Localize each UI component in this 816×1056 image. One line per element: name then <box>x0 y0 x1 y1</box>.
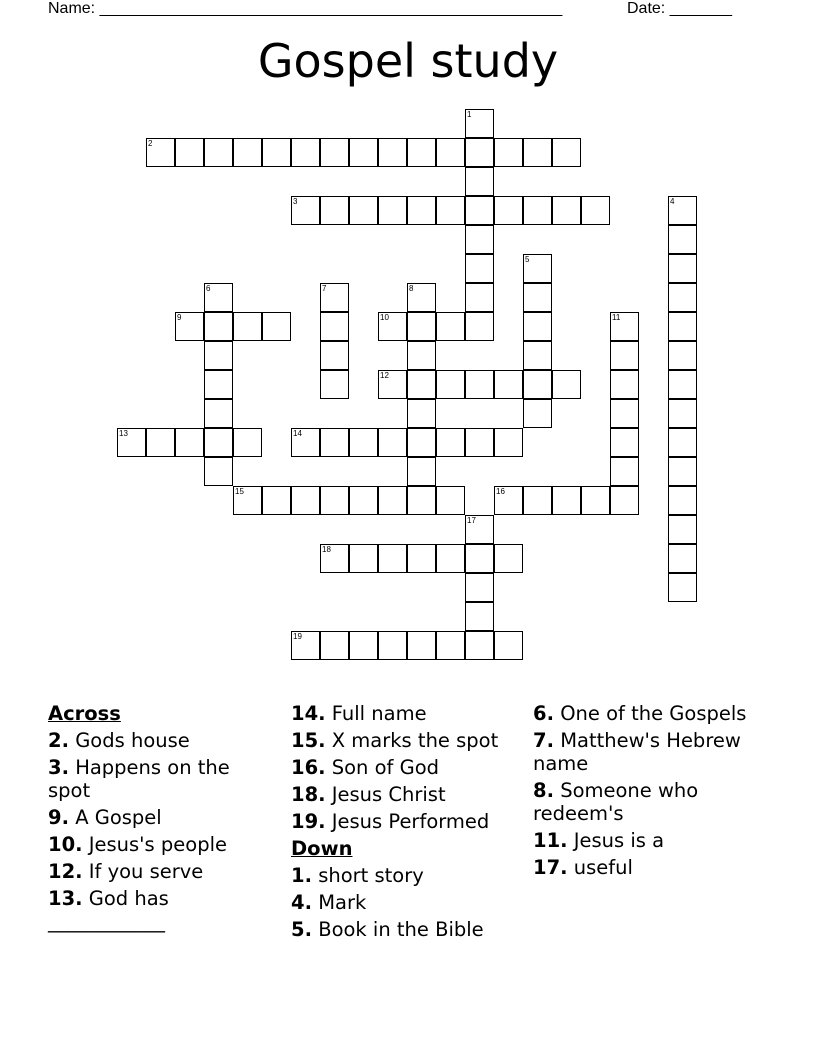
grid-cell[interactable] <box>465 573 494 602</box>
clue-number: 18. <box>291 783 326 806</box>
clue-text: useful <box>573 856 633 879</box>
grid-cell[interactable] <box>668 196 697 225</box>
clue-number: 3. <box>48 756 69 779</box>
grid-cell[interactable] <box>668 341 697 370</box>
cell-number: 12 <box>380 371 389 380</box>
grid-cell[interactable] <box>668 544 697 573</box>
grid-cell[interactable] <box>552 370 581 399</box>
clue-down-11 <box>533 829 763 852</box>
clue-text: Jesus's people <box>88 833 227 856</box>
cell-number: 9 <box>177 313 182 322</box>
cell-number: 1 <box>467 110 472 119</box>
grid-cell[interactable] <box>465 602 494 631</box>
grid-cell[interactable] <box>436 631 465 660</box>
grid-cell[interactable] <box>262 138 291 167</box>
grid-cell[interactable] <box>436 544 465 573</box>
grid-cell[interactable] <box>320 486 349 515</box>
cell-number: 19 <box>293 632 302 641</box>
grid-cell[interactable] <box>436 486 465 515</box>
grid-cell[interactable] <box>320 341 349 370</box>
grid-cell[interactable] <box>523 399 552 428</box>
grid-cell[interactable] <box>291 486 320 515</box>
cell-number: 2 <box>148 139 153 148</box>
grid-cell[interactable] <box>320 428 349 457</box>
grid-cell[interactable] <box>378 486 407 515</box>
grid-cell[interactable] <box>523 138 552 167</box>
grid-cell[interactable] <box>320 138 349 167</box>
grid-cell[interactable] <box>668 312 697 341</box>
date-line[interactable]: Date: _______ <box>627 0 732 17</box>
grid-cell[interactable] <box>320 631 349 660</box>
clue-down-5 <box>291 918 526 941</box>
clue-across-13 <box>48 887 278 933</box>
grid-cell[interactable] <box>262 312 291 341</box>
clue-down-7 <box>533 729 763 775</box>
grid-cell[interactable] <box>407 486 436 515</box>
grid-cell[interactable] <box>436 196 465 225</box>
grid-cell[interactable] <box>523 486 552 515</box>
grid-cell[interactable] <box>465 254 494 283</box>
clue-number: 12. <box>48 860 83 883</box>
grid-cell[interactable] <box>175 138 204 167</box>
clue-text: God has ____________ <box>48 887 169 933</box>
grid-cell[interactable] <box>523 196 552 225</box>
clues-column-1 <box>48 702 278 937</box>
grid-cell[interactable] <box>407 138 436 167</box>
grid-cell[interactable] <box>465 631 494 660</box>
grid-cell[interactable] <box>204 283 233 312</box>
grid-cell[interactable] <box>378 428 407 457</box>
clues-column-2 <box>291 702 526 945</box>
grid-cell[interactable] <box>668 225 697 254</box>
grid-cell[interactable] <box>668 283 697 312</box>
clue-text: Jesus Christ <box>331 783 446 806</box>
clue-number: 6. <box>533 702 554 725</box>
grid-cell[interactable] <box>552 196 581 225</box>
name-line[interactable]: Name: ____________________________________________________ <box>48 0 563 17</box>
cell-number: 6 <box>206 284 211 293</box>
grid-cell[interactable] <box>523 341 552 370</box>
grid-cell[interactable] <box>465 515 494 544</box>
grid-cell[interactable] <box>581 196 610 225</box>
grid-cell[interactable] <box>668 370 697 399</box>
grid-cell[interactable] <box>291 138 320 167</box>
grid-cell[interactable] <box>378 138 407 167</box>
grid-cell[interactable] <box>523 283 552 312</box>
grid-cell[interactable] <box>204 457 233 486</box>
grid-cell[interactable] <box>465 283 494 312</box>
grid-cell[interactable] <box>291 196 320 225</box>
clue-down-6 <box>533 702 763 725</box>
clue-text: Jesus is a <box>573 829 665 852</box>
clue-across-19 <box>291 810 526 833</box>
grid-cell[interactable] <box>146 138 175 167</box>
grid-cell[interactable] <box>407 283 436 312</box>
grid-cell[interactable] <box>610 399 639 428</box>
grid-cell[interactable] <box>262 486 291 515</box>
clue-down-17 <box>533 856 763 879</box>
clue-number: 17. <box>533 856 568 879</box>
clue-text: Son of God <box>331 756 440 779</box>
grid-cell[interactable] <box>407 312 436 341</box>
grid-cell[interactable] <box>610 486 639 515</box>
grid-cell[interactable] <box>494 370 523 399</box>
cell-number: 3 <box>293 197 298 206</box>
grid-cell[interactable] <box>552 138 581 167</box>
clue-text: Book in the Bible <box>318 918 484 941</box>
cell-number: 15 <box>235 487 244 496</box>
grid-cell[interactable] <box>349 428 378 457</box>
grid-cell[interactable] <box>204 428 233 457</box>
clue-text: Matthew's Hebrew name <box>533 729 741 775</box>
grid-cell[interactable] <box>581 486 610 515</box>
grid-cell[interactable] <box>320 370 349 399</box>
grid-cell[interactable] <box>378 312 407 341</box>
grid-cell[interactable] <box>407 399 436 428</box>
grid-cell[interactable] <box>378 370 407 399</box>
grid-cell[interactable] <box>494 486 523 515</box>
grid-cell[interactable] <box>320 283 349 312</box>
grid-cell[interactable] <box>668 486 697 515</box>
grid-cell[interactable] <box>378 544 407 573</box>
grid-cell[interactable] <box>465 428 494 457</box>
clue-down-1 <box>291 864 526 887</box>
clue-across-9 <box>48 806 278 829</box>
grid-cell[interactable] <box>407 428 436 457</box>
clue-number: 7. <box>533 729 554 752</box>
cell-number: 10 <box>380 313 389 322</box>
grid-cell[interactable] <box>668 573 697 602</box>
clue-number: 8. <box>533 779 554 802</box>
grid-cell[interactable] <box>349 544 378 573</box>
grid-cell[interactable] <box>146 428 175 457</box>
clue-number: 10. <box>48 833 83 856</box>
clue-text: Someone who redeem's <box>533 779 699 825</box>
clue-text: Gods house <box>75 729 190 752</box>
grid-cell[interactable] <box>494 544 523 573</box>
grid-cell[interactable] <box>465 138 494 167</box>
grid-cell[interactable] <box>291 428 320 457</box>
cell-number: 8 <box>409 284 414 293</box>
cell-number: 16 <box>496 487 505 496</box>
clue-text: One of the Gospels <box>560 702 747 725</box>
grid-cell[interactable] <box>610 370 639 399</box>
grid-cell[interactable] <box>436 312 465 341</box>
grid-cell[interactable] <box>233 312 262 341</box>
cell-number: 5 <box>525 255 530 264</box>
clue-down-8 <box>533 779 763 825</box>
clue-across-15 <box>291 729 526 752</box>
grid-cell[interactable] <box>320 312 349 341</box>
clue-number: 19. <box>291 810 326 833</box>
grid-cell[interactable] <box>204 341 233 370</box>
grid-cell[interactable] <box>233 428 262 457</box>
grid-cell[interactable] <box>494 631 523 660</box>
clue-across-3 <box>48 756 278 802</box>
puzzle-title: Gospel study <box>257 34 559 88</box>
grid-cell[interactable] <box>610 457 639 486</box>
grid-cell[interactable] <box>378 196 407 225</box>
clues-column-3 <box>533 702 763 883</box>
grid-cell[interactable] <box>117 428 146 457</box>
clue-text: Full name <box>331 702 427 725</box>
grid-cell[interactable] <box>494 428 523 457</box>
grid-cell[interactable] <box>465 167 494 196</box>
grid-cell[interactable] <box>610 341 639 370</box>
grid-cell[interactable] <box>436 138 465 167</box>
cell-number: 11 <box>612 313 621 322</box>
grid-cell[interactable] <box>465 370 494 399</box>
grid-cell[interactable] <box>233 138 262 167</box>
clue-down-4 <box>291 891 526 914</box>
grid-cell[interactable] <box>668 428 697 457</box>
grid-cell[interactable] <box>610 312 639 341</box>
cell-number: 13 <box>119 429 128 438</box>
clue-across-18 <box>291 783 526 806</box>
grid-cell[interactable] <box>407 370 436 399</box>
clue-number: 2. <box>48 729 69 752</box>
across-heading: Across <box>48 702 121 725</box>
clue-across-2 <box>48 729 278 752</box>
cell-number: 17 <box>467 516 476 525</box>
grid-cell[interactable] <box>436 428 465 457</box>
grid-cell[interactable] <box>523 370 552 399</box>
clue-number: 4. <box>291 891 312 914</box>
grid-cell[interactable] <box>407 457 436 486</box>
clue-text: Happens on the spot <box>48 756 230 802</box>
grid-cell[interactable] <box>204 399 233 428</box>
grid-cell[interactable] <box>175 428 204 457</box>
grid-cell[interactable] <box>378 631 407 660</box>
grid-cell[interactable] <box>349 631 378 660</box>
grid-cell[interactable] <box>204 138 233 167</box>
clue-across-16 <box>291 756 526 779</box>
clue-across-10 <box>48 833 278 856</box>
grid-cell[interactable] <box>523 312 552 341</box>
clue-text: A Gospel <box>75 806 162 829</box>
clue-number: 11. <box>533 829 568 852</box>
clue-number: 9. <box>48 806 69 829</box>
clue-text: X marks the spot <box>331 729 499 752</box>
grid-cell[interactable] <box>465 544 494 573</box>
grid-cell[interactable] <box>668 254 697 283</box>
grid-cell[interactable] <box>320 544 349 573</box>
grid-cell[interactable] <box>465 225 494 254</box>
grid-cell[interactable] <box>407 544 436 573</box>
clue-number: 14. <box>291 702 326 725</box>
grid-cell[interactable] <box>668 399 697 428</box>
clue-number: 1. <box>291 864 312 887</box>
cell-number: 18 <box>322 545 331 554</box>
clue-across-12 <box>48 860 278 883</box>
grid-cell[interactable] <box>610 428 639 457</box>
clue-text: If you serve <box>88 860 204 883</box>
clue-number: 16. <box>291 756 326 779</box>
clue-text: Mark <box>318 891 367 914</box>
grid-cell[interactable] <box>494 196 523 225</box>
grid-cell[interactable] <box>407 631 436 660</box>
grid-cell[interactable] <box>407 196 436 225</box>
grid-cell[interactable] <box>436 370 465 399</box>
clue-across-14 <box>291 702 526 725</box>
cell-number: 4 <box>670 197 675 206</box>
grid-cell[interactable] <box>349 138 378 167</box>
grid-cell[interactable] <box>349 196 378 225</box>
grid-cell[interactable] <box>465 109 494 138</box>
grid-cell[interactable] <box>204 312 233 341</box>
grid-cell[interactable] <box>320 196 349 225</box>
grid-cell[interactable] <box>204 370 233 399</box>
grid-cell[interactable] <box>291 631 320 660</box>
grid-cell[interactable] <box>175 312 204 341</box>
grid-cell[interactable] <box>668 515 697 544</box>
grid-cell[interactable] <box>465 312 494 341</box>
clue-number: 13. <box>48 887 83 910</box>
clue-number: 5. <box>291 918 312 941</box>
grid-cell[interactable] <box>465 196 494 225</box>
clue-text: short story <box>318 864 424 887</box>
grid-cell[interactable] <box>233 486 262 515</box>
down-heading: Down <box>291 837 353 860</box>
grid-cell[interactable] <box>523 254 552 283</box>
grid-cell[interactable] <box>407 341 436 370</box>
grid-cell[interactable] <box>552 486 581 515</box>
grid-cell[interactable] <box>349 486 378 515</box>
clue-number: 15. <box>291 729 326 752</box>
cell-number: 7 <box>322 284 327 293</box>
grid-cell[interactable] <box>668 457 697 486</box>
clue-text: Jesus Performed <box>331 810 490 833</box>
cell-number: 14 <box>293 429 302 438</box>
grid-cell[interactable] <box>494 138 523 167</box>
